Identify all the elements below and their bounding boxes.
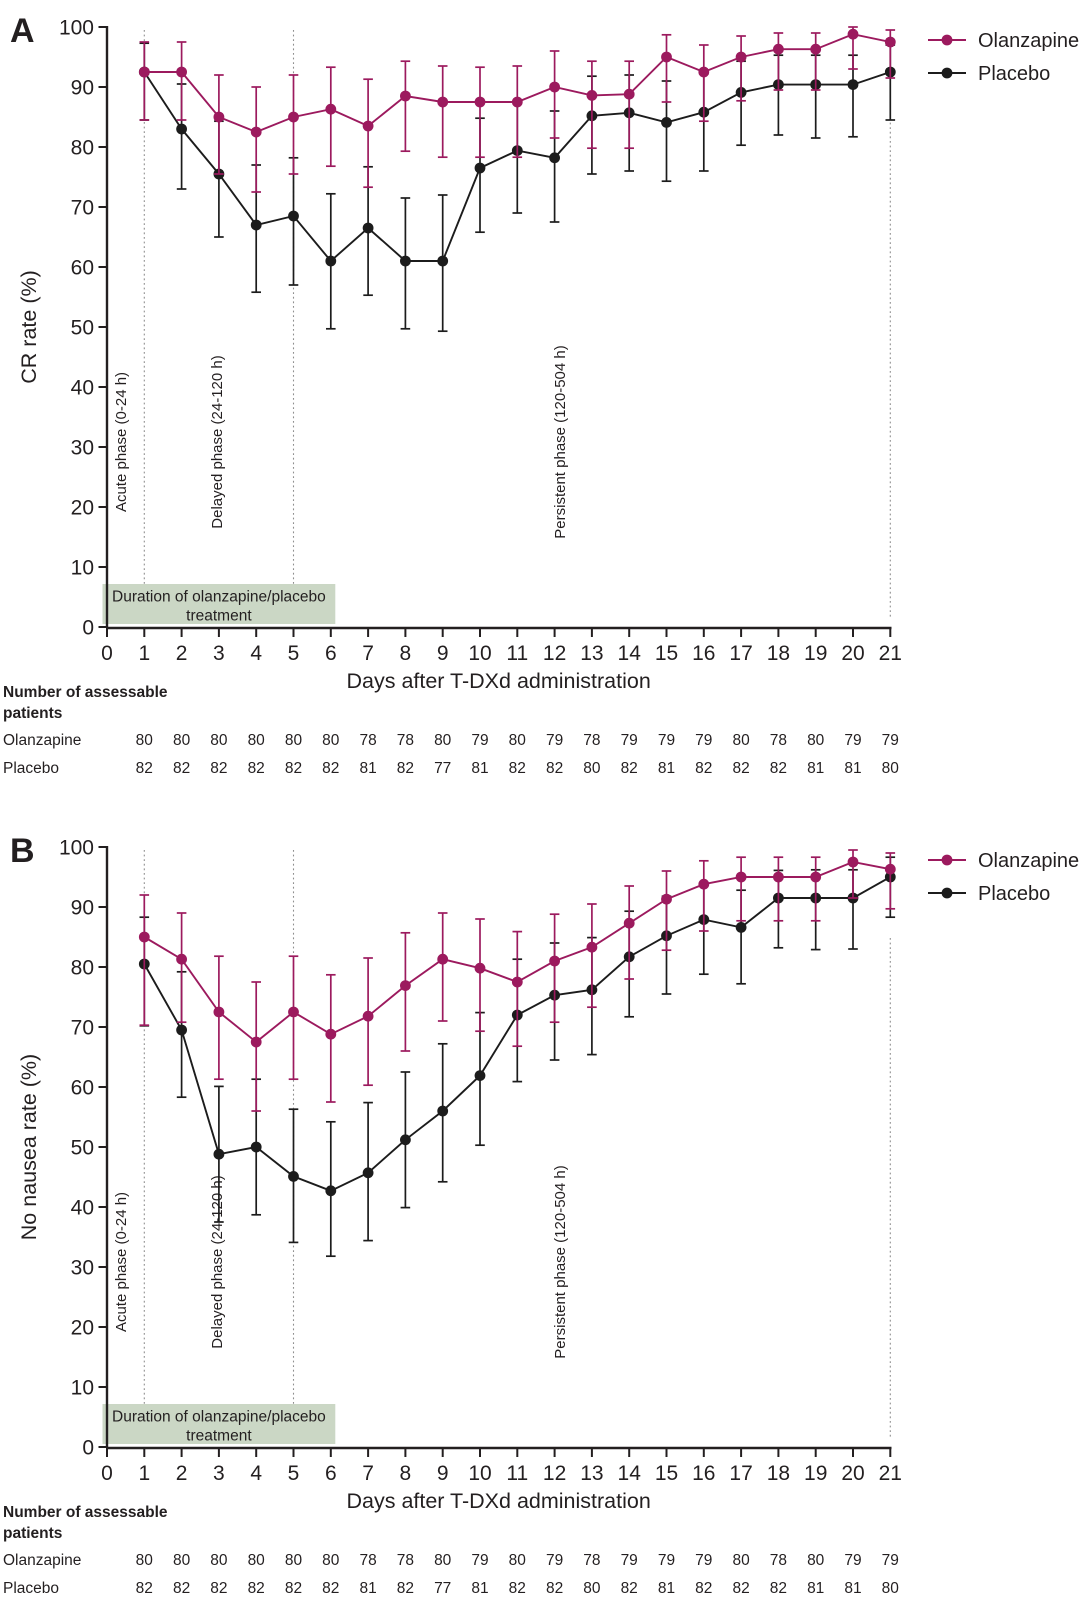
data-point [773, 872, 784, 883]
data-point [773, 44, 784, 55]
x-tick-label: 13 [580, 642, 604, 665]
table-value: 82 [247, 760, 265, 777]
table-row-label: Olanzapine [3, 732, 82, 749]
table-value: 82 [508, 760, 526, 777]
x-tick-label: 2 [175, 1462, 188, 1485]
data-point [363, 121, 374, 132]
table-value: 82 [396, 760, 415, 777]
phase-label: Acute phase (0-24 h) [113, 1191, 131, 1333]
table-value: 80 [172, 1552, 191, 1569]
table-value: 82 [322, 1580, 340, 1597]
table-value: 79 [545, 1552, 564, 1569]
legend-marker-dot [942, 855, 953, 866]
table-value: 80 [322, 1552, 340, 1569]
data-point [214, 1007, 225, 1018]
table-value: 82 [695, 760, 713, 777]
phase-label: Persistent phase (120-504 h) [552, 1165, 570, 1359]
table-value: 78 [359, 732, 377, 749]
data-point [251, 1037, 262, 1048]
data-point [214, 1149, 225, 1160]
data-point [475, 963, 486, 974]
y-tick-label: 10 [70, 1376, 94, 1400]
data-point [400, 1134, 411, 1145]
x-tick-label: 6 [324, 1462, 337, 1485]
y-tick-label: 100 [58, 836, 94, 860]
x-tick-label: 20 [841, 1462, 865, 1485]
y-axis-title: CR rate (%) [17, 270, 41, 384]
x-tick-label: 2 [175, 642, 188, 665]
table-value: 82 [396, 1580, 415, 1597]
x-tick-label: 15 [654, 642, 679, 665]
x-tick-label: 19 [804, 1462, 828, 1485]
y-axis-title: No nausea rate (%) [17, 1053, 41, 1241]
table-value: 81 [471, 1580, 489, 1597]
data-point [400, 256, 411, 267]
legend-marker-dot [942, 35, 953, 46]
y-tick-label: 70 [70, 1016, 94, 1040]
data-point [736, 52, 747, 63]
data-point [848, 79, 859, 90]
table-header: Number of assessable [3, 684, 168, 701]
table-value: 79 [620, 732, 638, 749]
panel-letter: A [10, 12, 35, 50]
x-axis-title: Days after T-DXd administration [346, 1489, 651, 1513]
table-value: 80 [807, 1552, 825, 1569]
y-tick-label: 50 [70, 1136, 94, 1160]
data-point [698, 67, 709, 78]
x-axis-title: Days after T-DXd administration [346, 669, 651, 693]
table-value: 81 [807, 1580, 825, 1597]
table-value: 82 [135, 1580, 153, 1597]
table-value: 81 [844, 760, 862, 777]
data-point [437, 954, 448, 965]
data-point [139, 67, 150, 78]
table-value: 80 [881, 760, 899, 777]
table-value: 82 [545, 760, 564, 777]
y-tick-label: 60 [70, 1076, 94, 1100]
legend [928, 850, 1079, 905]
table-value: 80 [583, 760, 601, 777]
data-point [288, 211, 299, 222]
x-tick-label: 11 [506, 1462, 529, 1485]
table-value: 80 [210, 732, 228, 749]
legend [928, 30, 1079, 85]
data-point [848, 857, 859, 868]
data-point [400, 91, 411, 102]
table-value: 82 [620, 760, 638, 777]
table-value: 80 [210, 1552, 228, 1569]
table-value: 80 [732, 732, 750, 749]
y-tick-label: 0 [82, 1436, 94, 1460]
table-value: 82 [284, 1580, 303, 1597]
x-tick-label: 5 [287, 642, 300, 665]
table-value: 79 [657, 1552, 676, 1569]
table-value: 79 [471, 1552, 489, 1569]
x-tick-label: 18 [766, 642, 791, 665]
x-tick-label: 19 [804, 642, 828, 665]
y-axis [59, 17, 107, 640]
data-point [363, 223, 374, 234]
table-value: 81 [359, 760, 377, 777]
x-tick-label: 9 [436, 642, 449, 665]
table-value: 80 [284, 1552, 303, 1569]
x-tick-label: 0 [101, 642, 113, 665]
data-point [363, 1167, 374, 1178]
table-value: 79 [881, 732, 899, 749]
table-value: 78 [769, 732, 788, 749]
data-point [251, 220, 262, 231]
x-tick-label: 15 [654, 1462, 679, 1485]
data-point [325, 1185, 336, 1196]
table-value: 80 [508, 1552, 526, 1569]
data-point [139, 932, 150, 943]
x-tick-label: 7 [362, 642, 374, 665]
phase-label: Acute phase (0-24 h) [113, 371, 131, 513]
x-tick-label: 1 [138, 642, 151, 665]
data-point [176, 954, 187, 965]
table-value: 82 [210, 760, 228, 777]
table-value: 82 [732, 760, 750, 777]
y-tick-label: 50 [70, 316, 94, 340]
table-value: 82 [545, 1580, 564, 1597]
table-value: 82 [695, 1580, 713, 1597]
x-tick-label: 12 [542, 1462, 567, 1485]
table-value: 81 [657, 1580, 676, 1597]
table-value: 82 [172, 1580, 191, 1597]
table-value: 79 [844, 1552, 862, 1569]
data-point [661, 894, 672, 905]
phase-label: Persistent phase (120-504 h) [552, 345, 570, 539]
table-value: 78 [359, 1552, 377, 1569]
table-value: 79 [881, 1552, 899, 1569]
data-point [810, 872, 821, 883]
table-value: 78 [396, 732, 415, 749]
data-point [810, 44, 821, 55]
table-value: 81 [657, 760, 676, 777]
table-value: 77 [434, 760, 452, 777]
x-tick-label: 0 [101, 1462, 113, 1485]
y-tick-label: 60 [70, 256, 94, 280]
x-tick-label: 8 [399, 1462, 412, 1485]
table-value: 82 [620, 1580, 638, 1597]
data-point [325, 256, 336, 267]
legend-label: Placebo [978, 883, 1051, 905]
y-tick-label: 0 [82, 616, 94, 640]
panel-letter: B [10, 832, 35, 870]
table-value: 82 [284, 760, 303, 777]
table-value: 82 [322, 760, 340, 777]
table-value: 82 [732, 1580, 750, 1597]
x-tick-label: 16 [692, 642, 716, 665]
data-point [587, 90, 598, 101]
data-point [251, 1142, 262, 1153]
table-header: patients [3, 705, 63, 722]
table-value: 80 [434, 1552, 452, 1569]
table-value: 78 [583, 1552, 601, 1569]
table-value: 80 [284, 732, 303, 749]
table-value: 80 [881, 1580, 899, 1597]
table-value: 78 [396, 1552, 415, 1569]
phase-label: Delayed phase (24-120 h) [208, 1175, 226, 1349]
legend-marker-dot [942, 888, 953, 899]
x-tick-label: 17 [729, 642, 753, 665]
x-tick-label: 8 [399, 642, 412, 665]
data-point [512, 97, 523, 108]
table-value: 82 [210, 1580, 228, 1597]
x-tick-label: 4 [250, 1462, 263, 1485]
x-tick-label: 21 [878, 1462, 902, 1485]
table-value: 82 [172, 760, 191, 777]
table-value: 80 [583, 1580, 601, 1597]
x-tick-label: 12 [542, 642, 567, 665]
x-tick-label: 6 [324, 642, 337, 665]
table-value: 82 [769, 1580, 788, 1597]
data-point [549, 82, 560, 93]
data-point [176, 1025, 187, 1036]
x-tick-label: 11 [506, 642, 529, 665]
treatment-duration-label: Duration of olanzapine/placebo [112, 1408, 326, 1426]
legend-marker-dot [942, 68, 953, 79]
table-value: 78 [769, 1552, 788, 1569]
data-point [363, 1011, 374, 1022]
treatment-duration-label: treatment [186, 1427, 252, 1445]
data-point [437, 97, 448, 108]
table-value: 81 [471, 760, 489, 777]
series-placebo [139, 857, 896, 1256]
x-tick-label: 14 [617, 642, 641, 665]
y-tick-label: 40 [70, 376, 94, 400]
assessable-patients-table [3, 684, 899, 777]
data-point [475, 1070, 486, 1081]
data-point [437, 1106, 448, 1117]
x-tick-label: 1 [138, 1462, 151, 1485]
table-value: 80 [135, 732, 153, 749]
y-tick-label: 70 [70, 196, 94, 220]
table-value: 81 [807, 760, 825, 777]
data-point [587, 942, 598, 953]
x-tick-label: 9 [436, 1462, 449, 1485]
table-value: 80 [247, 732, 265, 749]
table-value: 79 [844, 732, 862, 749]
table-value: 79 [695, 1552, 713, 1569]
legend-label: Olanzapine [978, 30, 1080, 52]
treatment-duration-label: treatment [186, 607, 252, 625]
data-point [288, 1007, 299, 1018]
data-point [698, 879, 709, 890]
data-point [624, 918, 635, 929]
table-value: 79 [545, 732, 564, 749]
data-point [624, 89, 635, 100]
table-value: 80 [322, 732, 340, 749]
x-tick-label: 10 [468, 642, 492, 665]
data-point [214, 112, 225, 123]
table-value: 81 [844, 1580, 862, 1597]
table-row-label: Placebo [3, 1580, 60, 1597]
y-tick-label: 20 [70, 1316, 94, 1340]
data-point [736, 872, 747, 883]
table-header: patients [3, 1525, 63, 1542]
x-tick-label: 14 [617, 1462, 641, 1485]
y-tick-label: 80 [70, 956, 94, 980]
data-point [176, 124, 187, 135]
table-value: 80 [434, 732, 452, 749]
data-point [549, 152, 560, 163]
x-tick-label: 5 [287, 1462, 300, 1485]
data-point [437, 256, 448, 267]
x-tick-label: 18 [766, 1462, 791, 1485]
data-point [661, 52, 672, 63]
x-tick-label: 10 [468, 1462, 492, 1485]
table-value: 80 [508, 732, 526, 749]
table-value: 79 [620, 1552, 638, 1569]
data-point [848, 29, 859, 40]
data-point [325, 104, 336, 115]
table-value: 79 [471, 732, 489, 749]
data-point [176, 67, 187, 78]
legend-label: Placebo [978, 63, 1051, 85]
data-point [549, 956, 560, 967]
data-point [288, 112, 299, 123]
table-value: 80 [172, 732, 191, 749]
x-tick-label: 21 [878, 642, 902, 665]
data-point [251, 127, 262, 138]
table-value: 80 [732, 1552, 750, 1569]
y-tick-label: 80 [70, 136, 94, 160]
y-tick-label: 100 [58, 16, 94, 40]
data-point [885, 37, 896, 48]
x-tick-label: 17 [729, 1462, 753, 1485]
x-axis [101, 628, 902, 665]
data-point [885, 864, 896, 875]
x-tick-label: 3 [213, 1462, 225, 1485]
panel-b-chart [0, 820, 1080, 1602]
x-tick-label: 3 [213, 642, 225, 665]
y-axis [59, 837, 107, 1460]
data-point [325, 1029, 336, 1040]
table-value: 82 [247, 1580, 265, 1597]
table-value: 79 [657, 732, 676, 749]
y-tick-label: 90 [70, 76, 94, 100]
y-tick-label: 30 [70, 1256, 94, 1280]
table-value: 77 [434, 1580, 452, 1597]
x-tick-label: 16 [692, 1462, 716, 1485]
table-header: Number of assessable [3, 1504, 168, 1521]
x-tick-label: 20 [841, 642, 865, 665]
legend-label: Olanzapine [978, 850, 1080, 872]
table-value: 80 [807, 732, 825, 749]
x-tick-label: 7 [362, 1462, 374, 1485]
x-tick-label: 13 [580, 1462, 604, 1485]
table-value: 80 [247, 1552, 265, 1569]
y-tick-label: 20 [70, 496, 94, 520]
y-tick-label: 90 [70, 896, 94, 920]
data-point [400, 980, 411, 991]
assessable-patients-table [3, 1504, 899, 1597]
data-point [475, 163, 486, 174]
data-point [736, 922, 747, 933]
data-point [512, 977, 523, 988]
x-tick-label: 4 [250, 642, 263, 665]
table-value: 80 [135, 1552, 153, 1569]
table-value: 78 [583, 732, 601, 749]
y-tick-label: 10 [70, 556, 94, 580]
treatment-duration-label: Duration of olanzapine/placebo [112, 588, 326, 606]
phase-label: Delayed phase (24-120 h) [208, 355, 226, 529]
table-value: 82 [135, 760, 153, 777]
data-point [661, 117, 672, 128]
table-value: 81 [359, 1580, 377, 1597]
table-row-label: Olanzapine [3, 1552, 82, 1569]
x-axis [101, 1448, 902, 1485]
table-row-label: Placebo [3, 760, 60, 777]
data-point [288, 1171, 299, 1182]
y-tick-label: 40 [70, 1196, 94, 1220]
table-value: 82 [508, 1580, 526, 1597]
table-value: 79 [695, 732, 713, 749]
data-point [475, 97, 486, 108]
y-tick-label: 30 [70, 436, 94, 460]
table-value: 82 [769, 760, 788, 777]
